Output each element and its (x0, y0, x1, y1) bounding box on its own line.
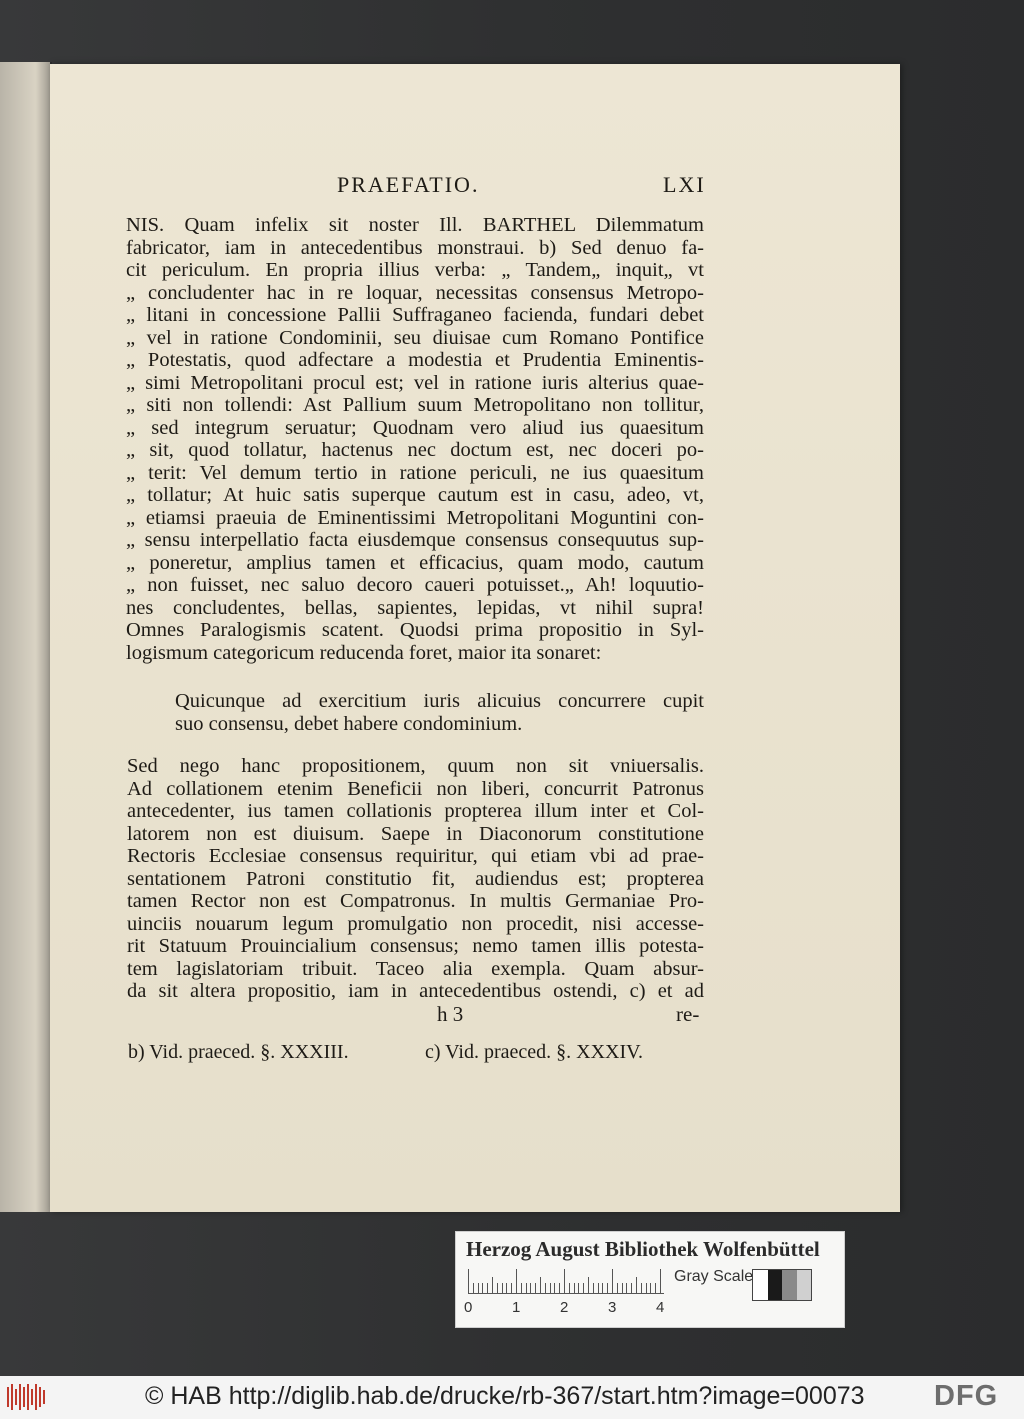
footer-bar (0, 1376, 1024, 1419)
ruler-tick (526, 1283, 527, 1293)
ruler-tick (636, 1277, 637, 1293)
ruler-number: 2 (560, 1299, 569, 1316)
text-line: rit Statuum Prouincialium consensus; nemo tamen illis potesta- (127, 935, 704, 957)
ruler-tick (583, 1283, 584, 1293)
text-line: „ simi Metropolitani procul est; vel in ratione iuris alterius quae- (126, 371, 704, 394)
gray-scale-label: Gray Scale (674, 1268, 754, 1285)
text-line: uinciis nouarum legum promulgatio non procedit, nisi accesse- (127, 912, 704, 935)
ruler-tick (607, 1283, 608, 1293)
ruler-tick (641, 1283, 642, 1293)
ruler-tick (622, 1283, 623, 1293)
ruler-tick (554, 1283, 555, 1293)
text-line: NIS. Quam infelix sit noster Ill. BARTHEL Dilemmatum (126, 214, 704, 236)
color-reference-card (455, 1231, 845, 1328)
text-line: „ poneretur, amplius tamen et efficacius, quam modo, cautum (126, 551, 704, 574)
second-paragraph (127, 755, 704, 1003)
ruler-tick (578, 1283, 579, 1293)
ruler-tick (521, 1283, 522, 1293)
ruler-tick (588, 1277, 589, 1293)
text-line: „ terit: Vel demum tertio in ratione periculi, ne ius quaesitum (126, 461, 704, 484)
ruler-tick (535, 1283, 536, 1293)
ruler-tick (646, 1283, 647, 1293)
text-line: „ Potestatis, quod adfectare a modestia et Prudentia Eminentis- (126, 349, 704, 371)
signature-mark: h 3 (437, 1002, 464, 1026)
ruler-tick (650, 1283, 651, 1293)
quoted-proposition (175, 690, 704, 735)
gray-swatch (782, 1270, 797, 1300)
ruler-tick (487, 1283, 488, 1293)
ruler-tick (530, 1283, 531, 1293)
ruler-tick (550, 1283, 551, 1293)
text-line: tamen Rector non est Compatronus. In multis Germaniae Pro- (127, 890, 704, 912)
ruler-tick (497, 1283, 498, 1293)
ruler-tick (569, 1283, 570, 1293)
ruler-tick (482, 1283, 483, 1293)
text-line: antecedenter, ius tamen collationis propterea illum inter et Col- (127, 800, 704, 822)
ruler-tick (468, 1269, 469, 1293)
ruler-tick (506, 1283, 507, 1293)
ruler-number: 1 (512, 1299, 521, 1316)
text-line: „ tollatur; At huic satis superque cautum est in casu, adeo, vt, (126, 484, 704, 506)
running-head-title: PRAEFATIO. (337, 172, 480, 197)
text-line: Omnes Paralogismis scatent. Quodsi prima propositio in Syl- (126, 619, 704, 641)
hab-logo-icon (6, 1384, 46, 1410)
ruler-tick (660, 1269, 661, 1293)
ruler-tick (492, 1277, 493, 1293)
ruler-tick (598, 1283, 599, 1293)
ruler-tick (502, 1283, 503, 1293)
ruler-tick (655, 1283, 656, 1293)
ruler-tick (511, 1283, 512, 1293)
ruler-number: 0 (464, 1299, 473, 1316)
text-line: Quicunque ad exercitium iuris alicuius concurrere cupit (175, 690, 704, 712)
ruler-tick (540, 1277, 541, 1293)
text-line: Rectoris Ecclesiae consensus requiritur, qui etiam vbi ad prae- (127, 845, 704, 867)
text-line: „ sensu interpellatio facta eiusdemque consensus consequutus sup- (126, 529, 704, 551)
text-line: „ non fuisset, nec saluo decoro caueri potuisset.„ Ah! loquutio- (126, 574, 704, 596)
text-line: „ vel in ratione Condominii, seu diuisae cum Romano Pontifice (126, 326, 704, 349)
text-line: „ sit, quod tollatur, hactenus nec doctum est, nec doceri po- (126, 439, 704, 461)
text-line: suo consensu, debet habere condominium. (175, 712, 523, 735)
text-line: „ siti non tollendi: Ast Pallium suum Metropolitano non tollitur, (126, 394, 704, 416)
text-line: „ litani in concessione Pallii Suffraganeo facienda, fundari debet (126, 304, 704, 326)
main-paragraph (126, 214, 704, 664)
footnote-c: c) Vid. praeced. §. XXXIV. (425, 1041, 643, 1063)
text-line: Ad collationem etenim Beneficii non liberi, concurrit Patronus (127, 777, 704, 800)
ruler-tick (559, 1283, 560, 1293)
ruler-tick (564, 1269, 565, 1293)
gray-scale-swatches (752, 1269, 812, 1301)
footnote-b: b) Vid. praeced. §. XXXIII. (128, 1041, 349, 1063)
ruler-tick (478, 1283, 479, 1293)
catchword: re- (676, 1002, 700, 1026)
text-line: „ etiamsi praeuia de Eminentissimi Metropolitani Moguntini con- (126, 506, 704, 529)
ruler-number: 4 (656, 1299, 665, 1316)
text-line: Sed nego hanc propositionem, quum non sit vniuersalis. (127, 755, 704, 777)
text-line: tem lagislatoriam tribuit. Taceo alia exempla. Quam absur- (127, 957, 704, 980)
ruler-tick (631, 1283, 632, 1293)
dfg-logo: DFG (934, 1380, 999, 1412)
gray-swatch (768, 1270, 783, 1300)
ruler-tick (612, 1269, 613, 1293)
ruler-tick (626, 1283, 627, 1293)
ruler-number: 3 (608, 1299, 617, 1316)
text-line: sentationem Patroni constitutio fit, audiendus est; propterea (127, 867, 704, 890)
library-name: Herzog August Bibliothek Wolfenbüttel (466, 1237, 820, 1261)
measurement-ruler (468, 1269, 664, 1294)
text-line: „ concludenter hac in re loquar, necessitas consensus Metropo- (126, 281, 704, 304)
text-line: da sit altera propositio, iam in antecedentibus ostendi, c) et ad (127, 980, 704, 1002)
ruler-tick (593, 1283, 594, 1293)
text-line: nes concludentes, bellas, sapientes, lepidas, vt nihil supra! (126, 596, 704, 619)
ruler-tick (473, 1283, 474, 1293)
copyright-url[interactable]: © HAB http://diglib.hab.de/drucke/rb-367/start.htm?image=00073 (145, 1382, 865, 1410)
text-line: latorem non est diuisum. Saepe in Diaconorum constitutione (127, 822, 704, 845)
text-line: logismum categoricum reducenda foret, maior ita sonaret: (126, 641, 602, 664)
text-line: fabricator, iam in antecedentibus monstraui. b) Sed denuo fa- (126, 236, 704, 259)
text-line: cit periculum. En propria illius verba: „ Tandem„ inquit„ vt (126, 259, 704, 281)
text-line: „ sed integrum seruatur; Quodnam vero aliud ius quaesitum (126, 416, 704, 439)
page-number: LXI (663, 172, 706, 197)
ruler-tick (602, 1283, 603, 1293)
ruler-tick (574, 1283, 575, 1293)
ruler-tick (617, 1283, 618, 1293)
ruler-tick (516, 1269, 517, 1293)
gray-swatch (797, 1270, 812, 1300)
ruler-tick (545, 1283, 546, 1293)
gray-swatch (753, 1270, 768, 1300)
